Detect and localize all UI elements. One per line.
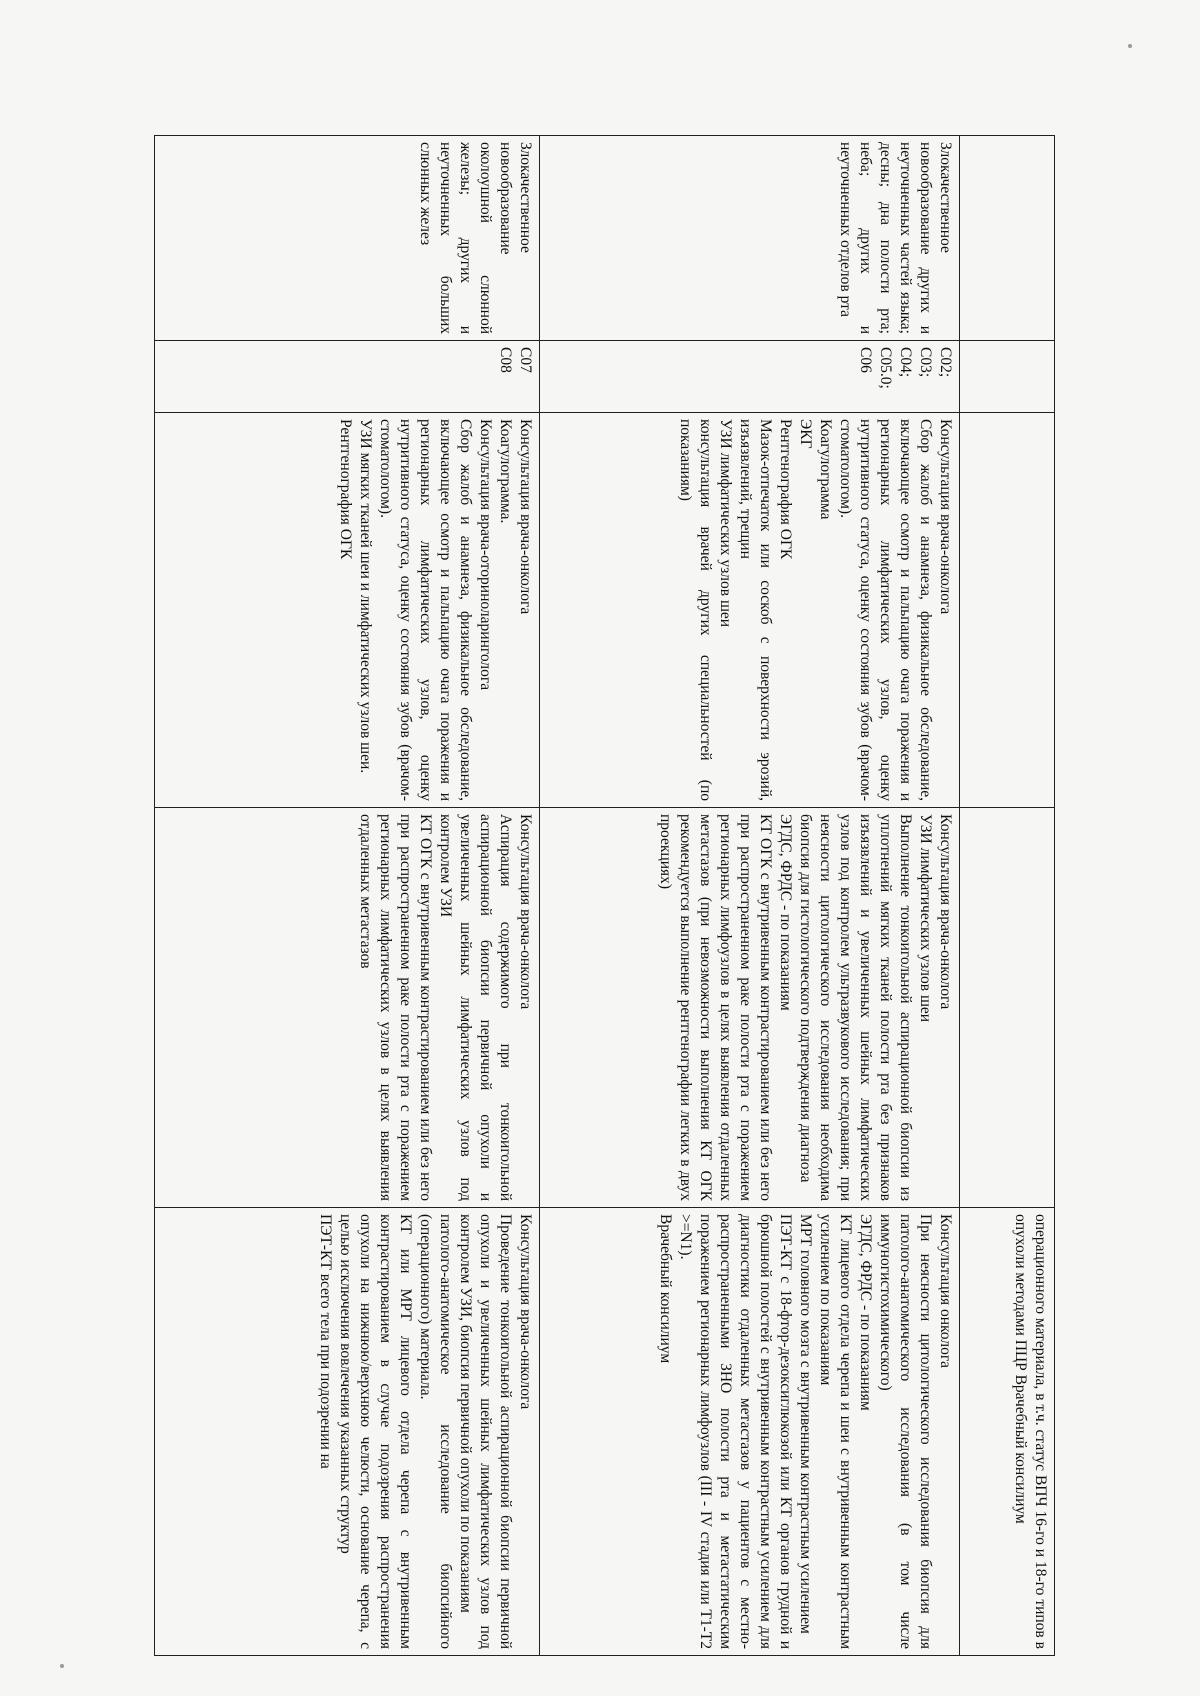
diagnosis-cell: Злокачественное новообразование околоушной слюнной железы; других и неуточненных больших слюнных желез <box>155 136 540 341</box>
icd-codes-cell <box>960 341 1055 413</box>
confirm-diagnosis-cell: Консультация врача-онколога УЗИ лимфатических узлов шеи Выполнение тонкоигольной аспирационной биопсии из уплотнений мягких тканей полости рта без признаков изъязвлений и увеличенных шейных лимфатических узлов под контролем ультразвукового исследования; при неясности цитологического исследования необходима биопсия для гистологического подтверждения диагноза ЭГДС, ФРДС - по показаниям КТ ОГК с внутривенным контрастированием или без него при распространенном раке полости рта с поражением регионарных лимфоузлов в целях выявления отдаленных метастазов (при невозможности выполнения КТ ОГК рекомендуется выполнение рентгенографии легких в двух проекциях) <box>540 808 960 1208</box>
confirm-diagnosis-cell <box>960 808 1055 1208</box>
table-row <box>540 136 960 1656</box>
clarify-diagnosis-cell: Консультация врача-онколога Проведение тонкоигольной аспирационной биопсии первичной опухоли и увеличенных шейных лимфатических узлов под контролем УЗИ, биопсия первичной опухоли по показаниям патолого-анатомическое исследование биопсийного (операционного) материала. КТ или МРТ лицевого отдела черепа с внутривенным контрастированием в случае подозрения распространения опухоли на нижнюю/верхнюю челюсти, основание черепа, с целью исключения вовлечения указанных структур ПЭТ-КТ всего тела при подозрении на <box>155 1208 540 1656</box>
rotated-table-container <box>155 135 1055 1655</box>
clinical-guidelines-table <box>154 135 1055 1656</box>
icd-codes-cell: C07 C08 <box>155 341 540 413</box>
scan-dot <box>1128 44 1132 48</box>
diagnosis-cell <box>960 136 1055 341</box>
confirm-diagnosis-cell: Консультация врача-онколога Аспирация содержимого при тонкоигольной аспирационной биопсии первичной опухоли и увеличенных шейных лимфатических узлов под контролем УЗИ КТ ОГК с внутривенным контрастированием или без него при распространенном раке полости рта с поражением регионарных лимфатических узлов в целях выявления отдаленных метастазов <box>155 808 540 1208</box>
icd-codes-cell: C02; C03; C04; C05.0; C06 <box>540 341 960 413</box>
initial-exam-cell: Консультация врача-онколога Сбор жалоб и анамнеза, физикальное обследование, включающее осмотр и пальпацию очага поражения и регионарных лимфатических узлов, оценку нутритивного статуса, оценку состояния зубов (врачом-стоматологом). Коагулограмма ЭКГ Рентгенография ОГК Мазок-отпечаток или соскоб с поверхности эрозий, изъязвлений, трещин УЗИ лимфатических узлов шеи консультация врачей других специальностей (по показаниям) <box>540 413 960 808</box>
table-row <box>155 136 540 1656</box>
clarify-diagnosis-cell: операционного материала, в т.ч. статус ВПЧ 16-го и 18-го типов в опухоли методами ПЦР Врачебный консилиум <box>960 1208 1055 1656</box>
scan-dot <box>60 1664 64 1668</box>
diagnosis-cell: Злокачественное новообразование других и неуточненных частей языка; десны; дна полости рта; неба; других и неуточненных отделов рта <box>540 136 960 341</box>
initial-exam-cell: Консультация врача-онколога Коагулограмма. Консультация врача-оториноларинголога Сбор жалоб и анамнеза, физикальное обследование, включающее осмотр и пальпацию очага поражения и регионарных лимфатических узлов, оценку нутритивного статуса, оценку состояния зубов (врачом-стоматологом). УЗИ мягких тканей шеи и лимфатических узлов шеи. Рентгенография ОГК <box>155 413 540 808</box>
initial-exam-cell <box>960 413 1055 808</box>
table-row <box>960 136 1055 1656</box>
clarify-diagnosis-cell: Консультация онколога При неясности цитологического исследования биопсия для патолого-анатомического исследования (в том числе иммуногистохимического) ЭГДС, ФРДС - по показаниям КТ лицевого отдела черепа и шеи с внутривенным контрастным усилением по показаниям МРТ головного мозга с внутривенным контрастным усилением ПЭТ-КТ с 18-фтор-дезоксиглюкозой или КТ органов грудной и брюшной полостей с внутривенным контрастным усилением для диагностики отдаленных метастазов у пациентов с местно-распространенными ЗНО полости рта и метастатическим поражением регионарных лимфоузлов (III - IV стадия или T1-T2 >=N1). Врачебный консилиум <box>540 1208 960 1656</box>
